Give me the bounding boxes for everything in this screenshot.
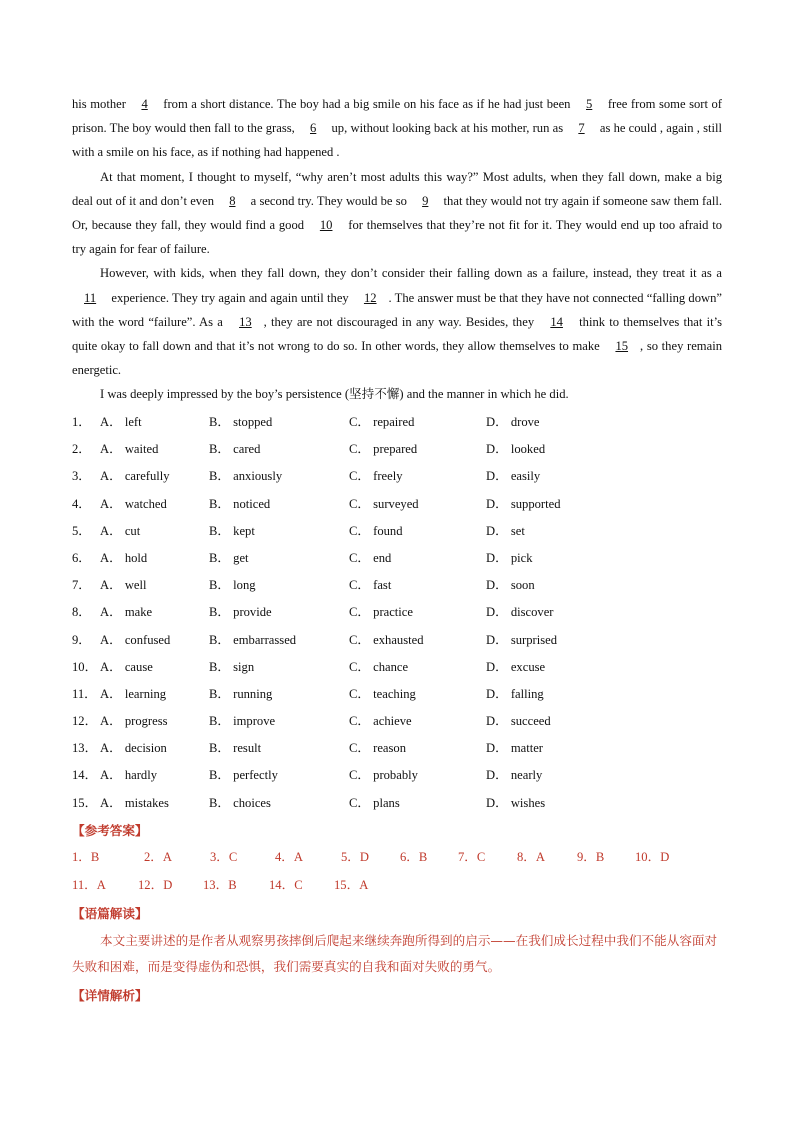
option-c: C． achieve	[349, 714, 412, 729]
option-b: B． perfectly	[209, 768, 278, 783]
cloze-passage	[72, 92, 722, 407]
option-d: D． surprised	[486, 632, 558, 647]
question-number: 6．	[72, 550, 91, 565]
option-a: A． make	[100, 605, 153, 620]
option-a: A． carefully	[100, 469, 170, 484]
option-d: D． easily	[486, 469, 541, 484]
option-row-9	[72, 627, 722, 654]
option-b: B． choices	[209, 795, 271, 810]
option-c: C． fast	[349, 578, 392, 593]
detail-heading: 【详情解析】	[72, 988, 148, 1003]
option-row-7	[72, 572, 722, 599]
option-a: A． confused	[100, 632, 171, 647]
blank-13: 13	[239, 314, 252, 329]
blank-11: 11	[84, 290, 97, 305]
option-a: A． watched	[100, 496, 167, 511]
paragraph-2: At that moment, I thought to myself, “why aren’t most adults this way?” Most adults, when they fall down, make a big deal out of it and don’t even 8 a second try. They would be so 9 that they would not try again if someone saw them fall. Or, because they fall, they would find a good 10 for themselves that they’re not fit for it. They would end up too afraid to try again for fear of failure.	[72, 169, 722, 257]
option-row-8	[72, 599, 722, 626]
option-row-12	[72, 708, 722, 735]
option-d: D． falling	[486, 686, 544, 701]
answer-key	[72, 843, 722, 899]
option-c: C． found	[349, 523, 403, 538]
option-c: C． reason	[349, 741, 407, 756]
option-row-1	[72, 409, 722, 436]
question-number: 5．	[72, 523, 91, 538]
question-number: 4．	[72, 496, 91, 511]
blank-4: 4	[141, 97, 148, 111]
option-d: D． pick	[486, 550, 533, 565]
passage-summary: 本文主要讲述的是作者从观察男孩摔倒后爬起来继续奔跑所得到的启示——在我们成长过程中我们不能从容面对失败和困难，而是变得虚伪和恐惧，我们需要真实的自我和面对失败的勇气。	[72, 933, 718, 974]
paragraph-3: However, with kids, when they fall down, they don’t consider their falling down as a failure, instead, they treat it as a 11 experience. They try again and again until they 12 . The answer must be that they have not connected “falling down” with the word “failure”. As a 13 , they are not discouraged in any way. Besides, they 14 think to themselves that it’s quite okay to fall down and that it’s not wrong to do so. In other words, they allow themselves to make 15 , so they remain energetic.	[72, 266, 722, 378]
option-row-10	[72, 654, 722, 681]
blank-15: 15	[615, 339, 629, 354]
question-number: 12．	[72, 714, 98, 729]
blank-9: 9	[422, 193, 429, 208]
option-b: B． sign	[209, 659, 255, 674]
blank-5: 5	[586, 97, 593, 111]
question-number: 9．	[72, 632, 91, 647]
option-d: D． wishes	[486, 795, 546, 810]
option-row-3	[72, 463, 722, 490]
option-row-13	[72, 735, 722, 762]
question-number: 7．	[72, 578, 91, 593]
option-c: C． end	[349, 550, 392, 565]
option-c: C． teaching	[349, 686, 416, 701]
answer-item: 13．B	[203, 878, 237, 892]
question-number: 11．	[72, 686, 97, 701]
option-row-15	[72, 790, 722, 817]
blank-8: 8	[229, 193, 236, 208]
option-a: A． cause	[100, 659, 153, 674]
question-number: 8．	[72, 605, 91, 620]
question-number: 13．	[72, 741, 98, 756]
option-d: D． set	[486, 523, 525, 538]
option-a: A． learning	[100, 686, 167, 701]
option-a: A． left	[100, 415, 142, 429]
answer-item: 4．A	[275, 850, 303, 864]
option-c: C． practice	[349, 605, 413, 620]
option-a: A． cut	[100, 523, 141, 538]
answer-item: 15．A	[334, 878, 369, 892]
option-row-4	[72, 491, 722, 518]
option-row-6	[72, 545, 722, 572]
option-c: C． probably	[349, 768, 418, 783]
option-c: C． prepared	[349, 442, 418, 457]
blank-12: 12	[363, 290, 377, 305]
option-c: C． surveyed	[349, 496, 419, 511]
option-d: D． looked	[486, 442, 546, 457]
answer-item: 5．D	[341, 850, 369, 864]
answer-item: 8．A	[517, 850, 545, 864]
blank-7: 7	[578, 121, 585, 136]
answer-item: 12．D	[138, 878, 173, 892]
answer-item: 7．C	[458, 850, 486, 864]
question-number: 15．	[72, 795, 98, 810]
option-d: D． excuse	[486, 659, 546, 674]
option-b: B． running	[209, 686, 273, 701]
paragraph-1: his mother 4 from a short distance. The boy had a big smile on his face as if he had just been 5 free from some sort of prison. The boy would then fall to the grass, 6 up, without looking back at his mother, run as 7 as he could , again , still with a smile on his face, as if nothing had happened .	[72, 92, 722, 165]
option-a: A． well	[100, 578, 147, 593]
option-a: A． hardly	[100, 768, 158, 783]
option-c: C． plans	[349, 795, 400, 810]
option-c: C． freely	[349, 469, 403, 484]
option-b: B． cared	[209, 442, 261, 457]
option-d: D． discover	[486, 605, 554, 620]
question-number: 2．	[72, 442, 91, 457]
question-number: 10．	[72, 659, 98, 674]
option-row-2	[72, 436, 722, 463]
option-c: C． chance	[349, 659, 409, 674]
option-a: A． mistakes	[100, 795, 169, 810]
option-a: A． progress	[100, 714, 168, 729]
options-list	[72, 409, 722, 817]
answer-item: 9．B	[577, 850, 605, 864]
answer-row-2	[72, 871, 722, 899]
question-number: 3．	[72, 469, 91, 484]
option-row-5	[72, 518, 722, 545]
question-number: 1．	[72, 415, 91, 429]
option-row-14	[72, 762, 722, 789]
option-d: D． supported	[486, 496, 561, 511]
option-b: B． get	[209, 550, 249, 565]
option-d: D． soon	[486, 578, 535, 593]
option-b: B． improve	[209, 714, 276, 729]
option-d: D． nearly	[486, 768, 543, 783]
blank-10: 10	[319, 218, 333, 233]
blank-14: 14	[550, 314, 563, 329]
answer-row-1	[72, 843, 722, 871]
answer-item: 1．B	[72, 850, 100, 864]
option-b: B． noticed	[209, 496, 271, 511]
answer-item: 11．A	[72, 878, 106, 892]
option-d: D． succeed	[486, 714, 551, 729]
option-d: D． drove	[486, 415, 540, 429]
option-b: B． result	[209, 741, 262, 756]
option-b: B． kept	[209, 523, 255, 538]
option-b: B． stopped	[209, 415, 273, 429]
option-a: A． waited	[100, 442, 159, 457]
answer-item: 10．D	[635, 850, 670, 864]
option-row-11	[72, 681, 722, 708]
answer-item: 2．A	[144, 850, 172, 864]
paragraph-4: I was deeply impressed by the boy’s persistence (坚持不懈) and the manner in which he did.	[100, 387, 569, 402]
option-b: B． provide	[209, 605, 272, 620]
option-d: D． matter	[486, 741, 544, 756]
question-number: 14．	[72, 768, 98, 783]
option-a: A． decision	[100, 741, 167, 756]
reading-heading: 【语篇解读】	[72, 906, 148, 921]
option-b: B． embarrassed	[209, 632, 297, 647]
option-c: C． exhausted	[349, 632, 424, 647]
answer-item: 14．C	[269, 878, 303, 892]
option-b: B． anxiously	[209, 469, 283, 484]
answer-heading: 【参考答案】	[72, 823, 148, 838]
option-b: B． long	[209, 578, 256, 593]
answer-item: 6．B	[400, 850, 428, 864]
option-c: C． repaired	[349, 415, 415, 429]
blank-6: 6	[310, 121, 317, 136]
option-a: A． hold	[100, 550, 148, 565]
answer-item: 3．C	[210, 850, 238, 864]
